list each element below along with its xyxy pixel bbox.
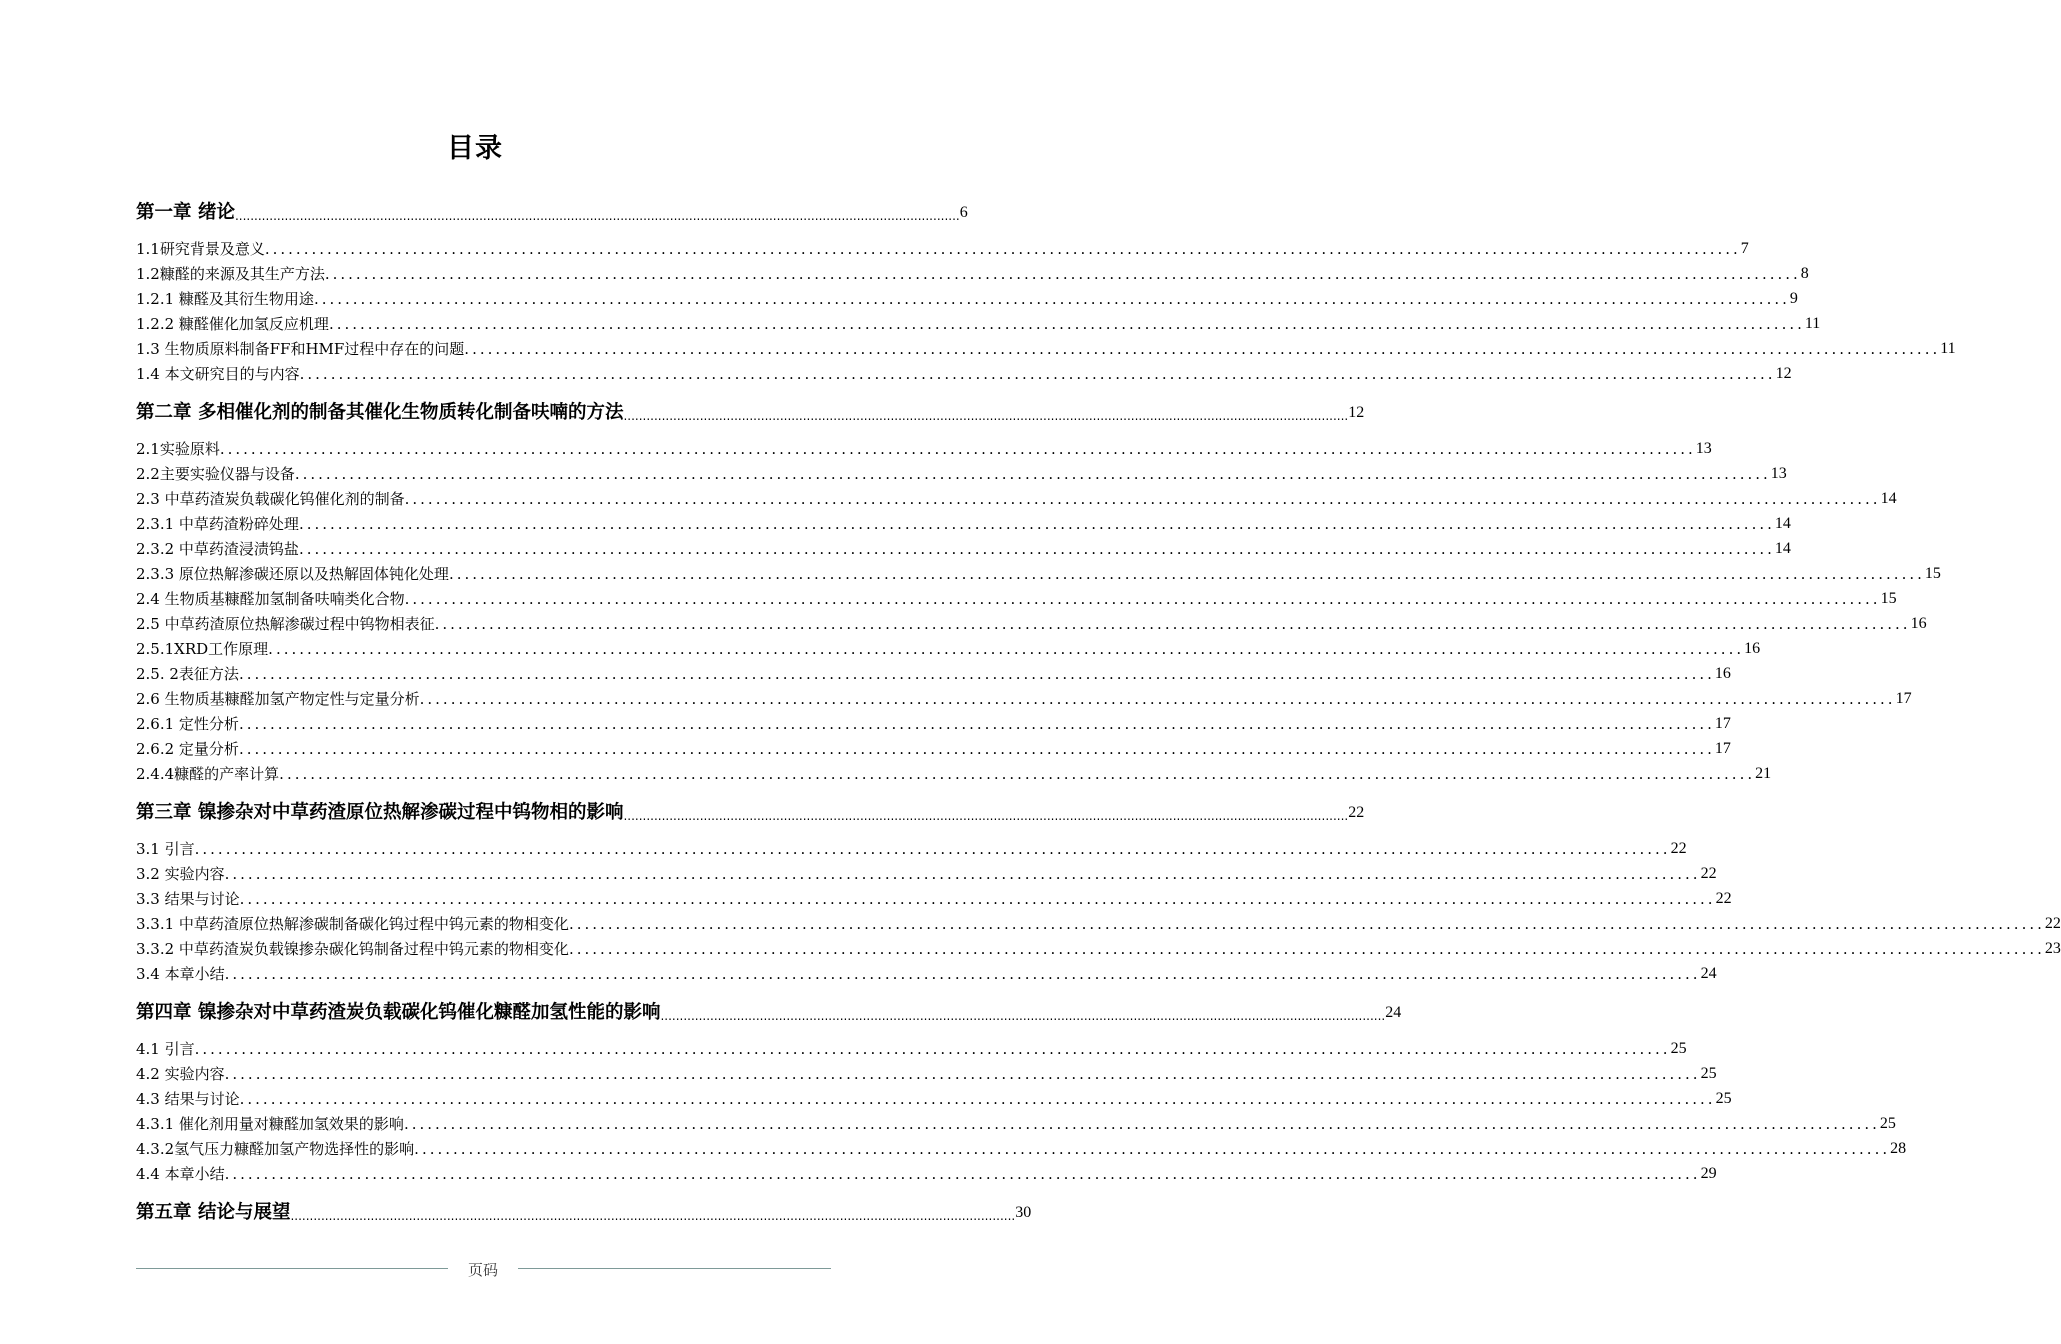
toc-entry-label: 2.3.1 中草药渣粉碎处理: [136, 515, 299, 533]
toc-section-entry[interactable]: [136, 688, 1912, 710]
toc-section-entry[interactable]: [136, 588, 1897, 610]
toc-page-number: 25: [1879, 1115, 1896, 1132]
toc-section-entry[interactable]: [136, 1138, 1907, 1160]
toc-entry-label: 1.4 本文研究目的与内容: [136, 365, 300, 383]
toc-section-entry[interactable]: [136, 1063, 1717, 1085]
toc-dot-leader: ..............................................................................................................................................................................................: [434, 615, 1911, 633]
toc-dot-leader: ..............................................................................................................................................................................................: [568, 915, 2045, 933]
toc-dot-leader: ..............................................................................................................................................................................................: [324, 265, 1801, 283]
toc-section-entry[interactable]: [136, 313, 1821, 335]
toc-dot-leader: ..............................................................................................................................................................................................: [239, 890, 1716, 908]
toc-dot-leader: ..............................................................................................................................................................................................: [660, 1009, 1386, 1023]
toc-entry-label: 4.3 结果与讨论: [136, 1090, 240, 1108]
toc-dot-leader: ..............................................................................................................................................................................................: [448, 565, 1925, 583]
toc-page-number: 14: [1774, 515, 1791, 532]
toc-page-number: 16: [1714, 665, 1731, 682]
toc-dot-leader: ..............................................................................................................................................................................................: [313, 290, 1790, 308]
toc-dot-leader: ..............................................................................................................................................................................................: [298, 515, 1775, 533]
toc-page-number: 29: [1700, 1165, 1717, 1182]
toc-page-number: 22: [1700, 865, 1717, 882]
toc-section-entry[interactable]: [136, 1163, 1717, 1185]
toc-entry-label: 4.4 本章小结: [136, 1165, 225, 1183]
toc-section-entry[interactable]: [136, 713, 1731, 735]
toc-page-number: 22: [1670, 840, 1687, 857]
toc-page-number: 14: [1880, 490, 1897, 507]
toc-entry-label: 第五章 结论与展望: [136, 1202, 291, 1223]
toc-section-entry[interactable]: [136, 663, 1731, 685]
toc-section-entry[interactable]: [136, 613, 1927, 635]
toc-page-number: 7: [1740, 240, 1749, 257]
toc-dot-leader: ..............................................................................................................................................................................................: [268, 640, 1745, 658]
toc-dot-leader: ..............................................................................................................................................................................................: [623, 409, 1349, 423]
toc-dot-leader: ..............................................................................................................................................................................................: [238, 665, 1715, 683]
toc-entry-label: 4.3.2氢气压力糠醛加氢产物选择性的影响: [136, 1140, 415, 1158]
toc-section-entry[interactable]: [136, 288, 1798, 310]
toc-entry-label: 2.5. 2表征方法: [136, 665, 239, 683]
toc-section-entry[interactable]: [136, 1038, 1687, 1060]
toc-entry-label: 4.3.1 催化剂用量对糠醛加氢效果的影响: [136, 1115, 404, 1133]
toc-page-number: 24: [1700, 965, 1717, 982]
toc-dot-leader: ..............................................................................................................................................................................................: [403, 1115, 1880, 1133]
toc-page-number: 17: [1895, 690, 1912, 707]
toc-dot-leader: ..............................................................................................................................................................................................: [238, 715, 1715, 733]
toc-page-number: 30: [1015, 1204, 1032, 1221]
toc-page-number: 13: [1695, 440, 1712, 457]
toc-dot-leader: ..............................................................................................................................................................................................: [219, 440, 1696, 458]
toc-entry-label: 2.6.1 定性分析: [136, 715, 239, 733]
toc-entry-label: 1.1研究背景及意义: [136, 240, 265, 258]
footer-rule-left: [136, 1268, 448, 1269]
toc-page-number: 16: [1910, 615, 1927, 632]
toc-page-number: 13: [1770, 465, 1787, 482]
toc-entry-label: 1.3 生物质原料制备FF和HMF过程中存在的问题: [136, 340, 465, 358]
toc-dot-leader: ..............................................................................................................................................................................................: [419, 690, 1896, 708]
toc-section-entry[interactable]: [136, 538, 1791, 560]
toc-page-number: 9: [1789, 290, 1798, 307]
toc-entry-label: 1.2.1 糠醛及其衍生物用途: [136, 290, 314, 308]
toc-entry-label: 第一章 绪论: [136, 202, 235, 223]
toc-section-entry[interactable]: [136, 888, 1732, 910]
toc-entry-label: 3.2 实验内容: [136, 865, 225, 883]
toc-dot-leader: ..............................................................................................................................................................................................: [623, 809, 1349, 823]
toc-page-number: 21: [1755, 765, 1772, 782]
toc-dot-leader: ..............................................................................................................................................................................................: [414, 1140, 1891, 1158]
toc-entry-label: 第三章 镍掺杂对中草药渣原位热解渗碳过程中钨物相的影响: [136, 802, 624, 823]
toc-section-entry[interactable]: [136, 488, 1897, 510]
toc-dot-leader: ..............................................................................................................................................................................................: [224, 1165, 1701, 1183]
toc-title: 目录: [447, 133, 503, 164]
toc-section-entry[interactable]: [136, 763, 1772, 785]
toc-entry-label: 4.2 实验内容: [136, 1065, 225, 1083]
toc-page-number: 25: [1670, 1040, 1687, 1057]
footer-page-label: 页码: [467, 1261, 498, 1279]
toc-dot-leader: ..............................................................................................................................................................................................: [299, 365, 1776, 383]
toc-page-number: 24: [1385, 1004, 1402, 1021]
toc-dot-leader: ..............................................................................................................................................................................................: [239, 1090, 1716, 1108]
toc-section-entry[interactable]: [136, 913, 2061, 935]
toc-section-entry[interactable]: [136, 363, 1792, 385]
toc-dot-leader: ..............................................................................................................................................................................................: [464, 340, 1941, 358]
toc-dot-leader: ..............................................................................................................................................................................................: [264, 240, 1741, 258]
toc-entry-label: 2.1实验原料: [136, 440, 220, 458]
toc-entry-label: 第二章 多相催化剂的制备其催化生物质转化制备呋喃的方法: [136, 402, 624, 423]
toc-dot-leader: ..............................................................................................................................................................................................: [238, 740, 1715, 758]
toc-section-entry[interactable]: [136, 1113, 1896, 1135]
toc-page-number: 14: [1774, 540, 1791, 557]
toc-page-number: 25: [1700, 1065, 1717, 1082]
toc-section-entry[interactable]: [136, 338, 1956, 360]
toc-dot-leader: ..............................................................................................................................................................................................: [404, 490, 1881, 508]
toc-section-entry[interactable]: [136, 238, 1749, 260]
toc-chapter-entry[interactable]: [136, 1200, 1032, 1226]
toc-chapter-entry[interactable]: [136, 800, 1365, 826]
toc-entry-label: 2.3.2 中草药渣浸渍钨盐: [136, 540, 299, 558]
toc-page-number: 22: [2044, 915, 2061, 932]
toc-section-entry[interactable]: [136, 938, 2061, 960]
toc-page-number: 12: [1348, 404, 1365, 421]
toc-dot-leader: ..............................................................................................................................................................................................: [568, 940, 2045, 958]
toc-dot-leader: ..............................................................................................................................................................................................: [328, 315, 1805, 333]
toc-section-entry[interactable]: [136, 263, 1809, 285]
toc-entry-label: 3.4 本章小结: [136, 965, 225, 983]
toc-section-entry[interactable]: [136, 463, 1787, 485]
toc-section-entry[interactable]: [136, 863, 1717, 885]
toc-page-number: 28: [1890, 1140, 1907, 1157]
toc-entry-label: 第四章 镍掺杂对中草药渣炭负载碳化钨催化糠醛加氢性能的影响: [136, 1002, 661, 1023]
toc-entry-label: 4.1 引言: [136, 1040, 195, 1058]
toc-section-entry[interactable]: [136, 563, 1941, 585]
toc-page-number: 16: [1744, 640, 1761, 657]
toc-dot-leader: ..............................................................................................................................................................................................: [224, 965, 1701, 983]
toc-dot-leader: ..............................................................................................................................................................................................: [404, 590, 1881, 608]
toc-dot-leader: ..............................................................................................................................................................................................: [234, 209, 960, 223]
toc-page-number: 23: [2044, 940, 2061, 957]
toc-chapter-entry[interactable]: [136, 1000, 1402, 1026]
toc-page-number: 17: [1714, 740, 1731, 757]
toc-page-number: 15: [1924, 565, 1941, 582]
toc-dot-leader: ..............................................................................................................................................................................................: [290, 1209, 1016, 1223]
toc-dot-leader: ..............................................................................................................................................................................................: [194, 1040, 1671, 1058]
toc-section-entry[interactable]: [136, 1088, 1732, 1110]
toc-page-number: 11: [1804, 315, 1821, 332]
toc-dot-leader: ..............................................................................................................................................................................................: [194, 840, 1671, 858]
toc-chapter-entry[interactable]: [136, 200, 968, 226]
toc-dot-leader: ..............................................................................................................................................................................................: [224, 1065, 1701, 1083]
toc-entry-label: 2.5 中草药渣原位热解渗碳过程中钨物相表征: [136, 615, 435, 633]
footer-rule-right: [518, 1268, 831, 1269]
toc-page-number: 22: [1348, 804, 1365, 821]
toc-chapter-entry[interactable]: [136, 400, 1365, 426]
toc-page-number: 17: [1714, 715, 1731, 732]
toc-entry-label: 2.3.3 原位热解渗碳还原以及热解固体钝化处理: [136, 565, 449, 583]
toc-page-number: 6: [959, 204, 968, 221]
toc-entry-label: 2.6.2 定量分析: [136, 740, 239, 758]
toc-page-number: 25: [1715, 1090, 1732, 1107]
toc-entry-label: 2.3 中草药渣炭负载碳化钨催化剂的制备: [136, 490, 405, 508]
toc-page-number: 11: [1940, 340, 1956, 357]
toc-entry-label: 1.2糠醛的来源及其生产方法: [136, 265, 325, 283]
toc-section-entry[interactable]: [136, 438, 1712, 460]
toc-dot-leader: ..............................................................................................................................................................................................: [224, 865, 1701, 883]
toc-entry-label: 1.2.2 糠醛催化加氢反应机理: [136, 315, 329, 333]
toc-dot-leader: ..............................................................................................................................................................................................: [279, 765, 1756, 783]
toc-entry-label: 2.5.1XRD工作原理: [136, 640, 269, 658]
toc-section-entry[interactable]: [136, 838, 1687, 860]
toc-page-number: 22: [1715, 890, 1732, 907]
toc-dot-leader: ..............................................................................................................................................................................................: [298, 540, 1775, 558]
toc-section-entry[interactable]: [136, 963, 1717, 985]
toc-section-entry[interactable]: [136, 738, 1731, 760]
toc-entry-label: 2.4.4糠醛的产率计算: [136, 765, 280, 783]
toc-entry-label: 3.1 引言: [136, 840, 195, 858]
toc-entry-label: 3.3.2 中草药渣炭负载镍掺杂碳化钨制备过程中钨元素的物相变化: [136, 940, 569, 958]
toc-entry-label: 2.6 生物质基糠醛加氢产物定性与定量分析: [136, 690, 420, 708]
toc-entry-label: 3.3.1 中草药渣原位热解渗碳制备碳化钨过程中钨元素的物相变化: [136, 915, 569, 933]
toc-dot-leader: ..............................................................................................................................................................................................: [294, 465, 1771, 483]
toc-page-number: 15: [1880, 590, 1897, 607]
toc-entry-label: 2.2主要实验仪器与设备: [136, 465, 295, 483]
toc-page-number: 8: [1800, 265, 1809, 282]
toc-page-number: 12: [1775, 365, 1792, 382]
toc-entry-label: 3.3 结果与讨论: [136, 890, 240, 908]
toc-section-entry[interactable]: [136, 638, 1761, 660]
toc-section-entry[interactable]: [136, 513, 1791, 535]
toc-entry-label: 2.4 生物质基糠醛加氢制备呋喃类化合物: [136, 590, 405, 608]
